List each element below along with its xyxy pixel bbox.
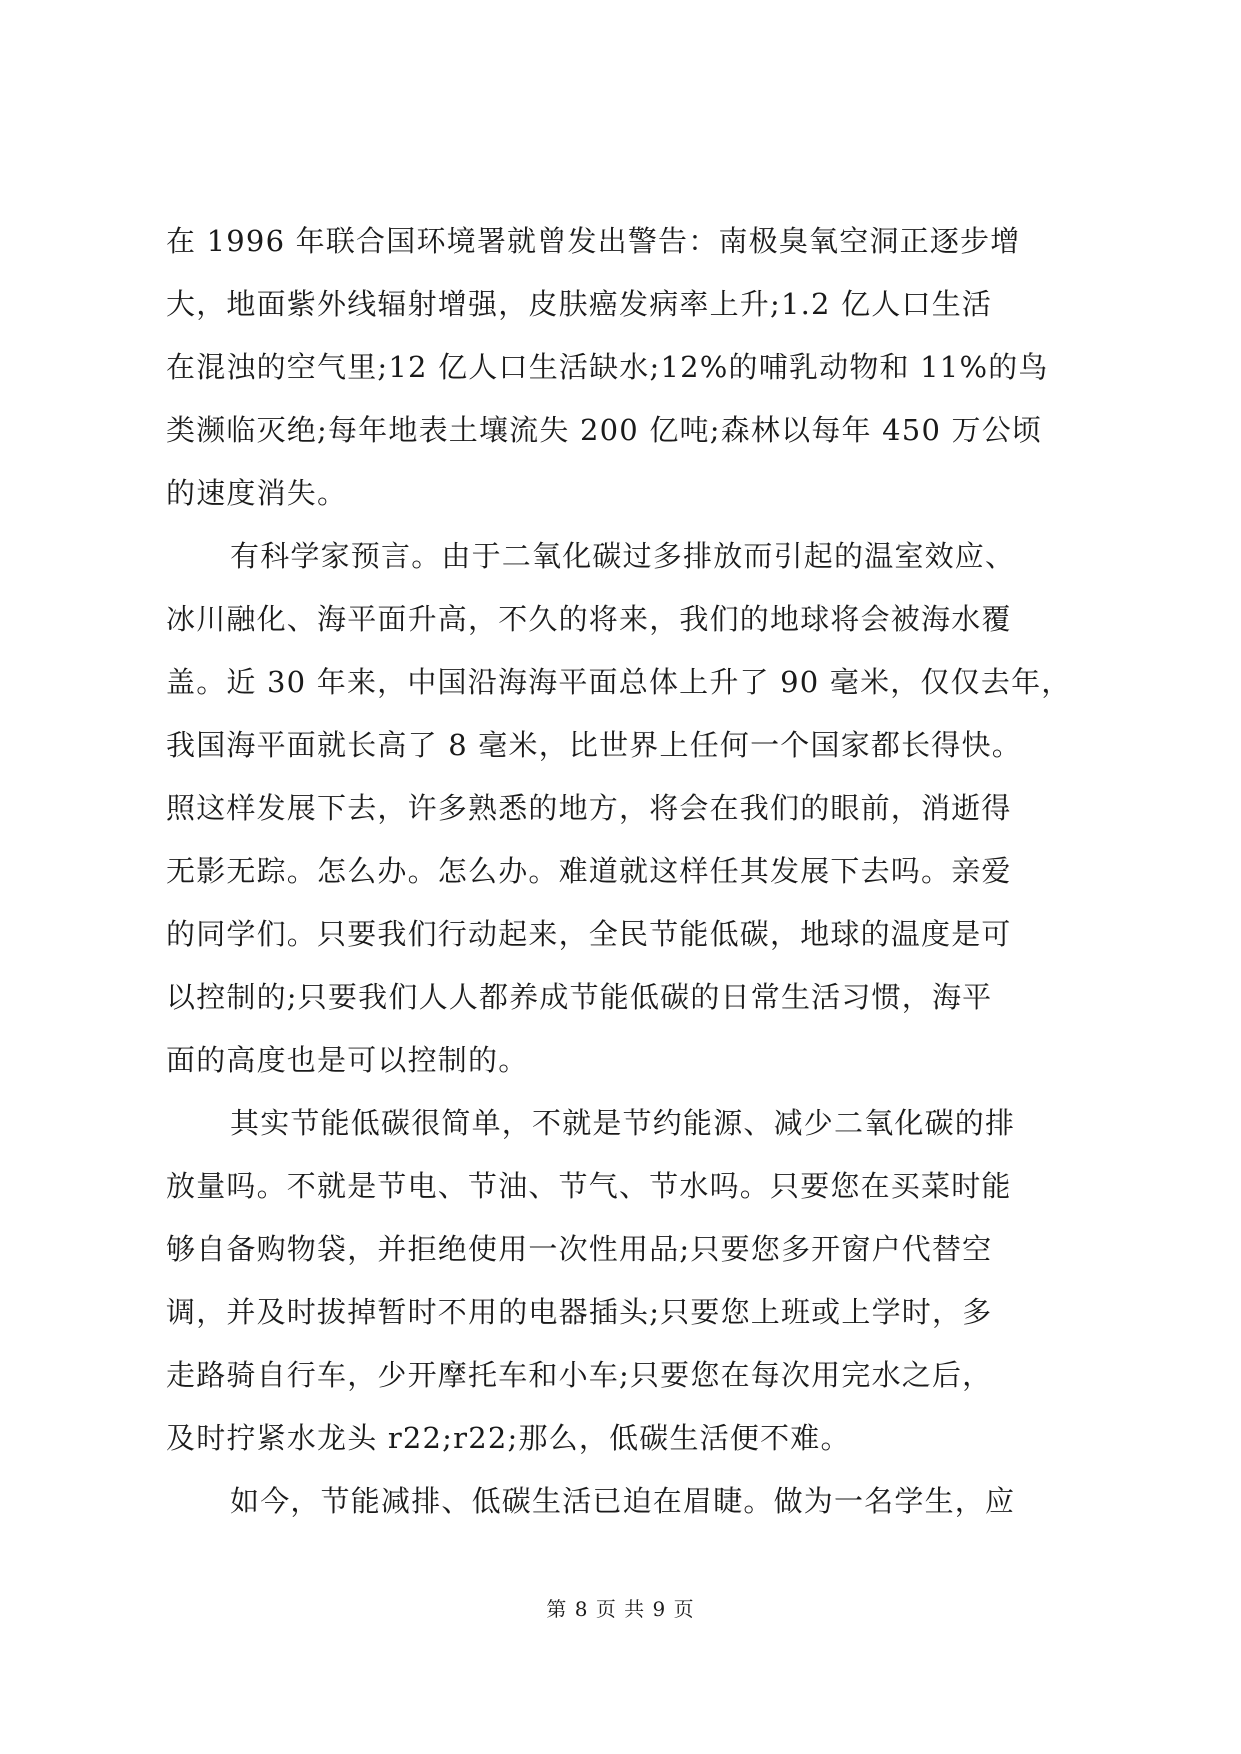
paragraph xyxy=(166,1092,1086,1470)
text-line: 照这样发展下去，许多熟悉的地方，将会在我们的眼前，消逝得 xyxy=(166,791,1012,825)
text-line: 大，地面紫外线辐射增强，皮肤癌发病率上升;1.2 亿人口生活 xyxy=(166,287,993,321)
text-line: 够自备购物袋，并拒绝使用一次性用品;只要您多开窗户代替空 xyxy=(166,1232,993,1266)
text-line: 冰川融化、海平面升高，不久的将来，我们的地球将会被海水覆 xyxy=(166,602,1012,636)
text-line: 以控制的;只要我们人人都养成节能低碳的日常生活习惯，海平 xyxy=(166,980,993,1014)
text-line: 在混浊的空气里;12 亿人口生活缺水;12%的哺乳动物和 11%的鸟 xyxy=(166,350,1049,384)
page-footer: 第 8 页 共 9 页 xyxy=(546,1597,695,1621)
text-line: 如今，节能减排、低碳生活已迫在眉睫。做为一名学生，应 xyxy=(230,1484,1016,1518)
text-line: 走路骑自行车，少开摩托车和小车;只要您在每次用完水之后， xyxy=(166,1358,993,1392)
text-line: 调，并及时拔掉暂时不用的电器插头;只要您上班或上学时，多 xyxy=(166,1295,993,1329)
text-line: 我国海平面就长高了 8 毫米，比世界上任何一个国家都长得快。 xyxy=(166,728,1022,762)
paragraph xyxy=(166,525,1086,1092)
text-line: 的速度消失。 xyxy=(166,476,348,510)
text-line: 面的高度也是可以控制的。 xyxy=(166,1043,529,1077)
text-line: 有科学家预言。由于二氧化碳过多排放而引起的温室效应、 xyxy=(230,539,1016,573)
paragraph xyxy=(166,1470,1086,1533)
text-line: 的同学们。只要我们行动起来，全民节能低碳，地球的温度是可 xyxy=(166,917,1012,951)
text-line: 盖。近 30 年来，中国沿海海平面总体上升了 90 毫米，仅仅去年， xyxy=(166,665,1072,699)
text-line: 无影无踪。怎么办。怎么办。难道就这样任其发展下去吗。亲爱 xyxy=(166,854,1012,888)
text-line: 及时拧紧水龙头 r22;r22;那么，低碳生活便不难。 xyxy=(166,1421,851,1455)
text-line: 放量吗。不就是节电、节油、节气、节水吗。只要您在买菜时能 xyxy=(166,1169,1012,1203)
paragraph xyxy=(166,210,1086,525)
text-line: 类濒临灭绝;每年地表土壤流失 200 亿吨;森林以每年 450 万公顷 xyxy=(166,413,1043,447)
text-line: 其实节能低碳很简单，不就是节约能源、减少二氧化碳的排 xyxy=(230,1106,1016,1140)
document-body xyxy=(166,210,1086,1533)
text-line: 在 1996 年联合国环境署就曾发出警告：南极臭氧空洞正逐步增 xyxy=(166,224,1021,258)
